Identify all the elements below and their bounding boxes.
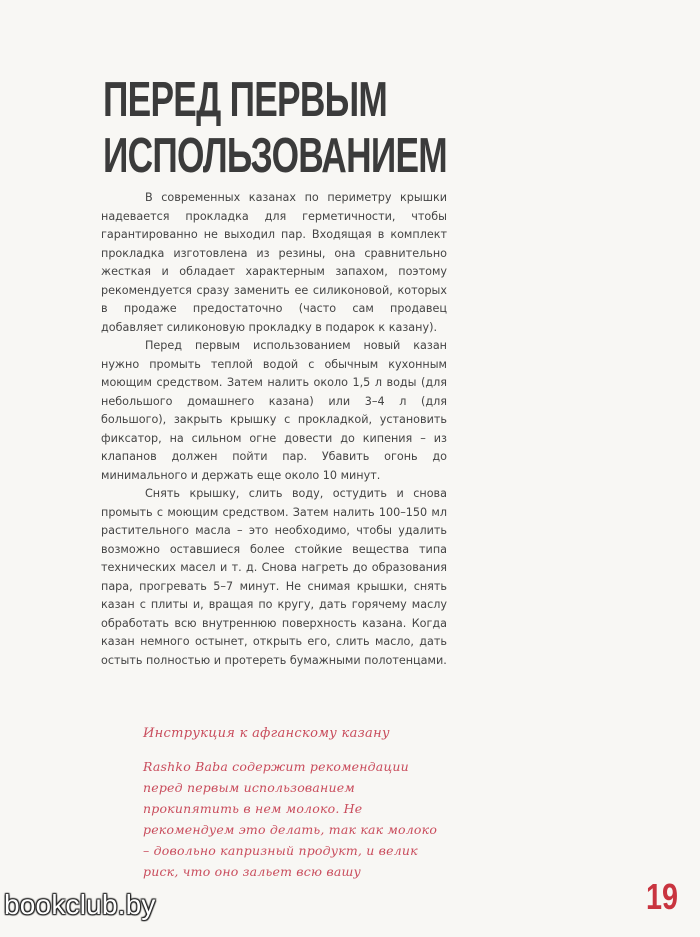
note-text: Rashko Baba содержит рекомендации перед первым использованием прокипятить в нем молоко. Не рекомендуем это делать, так как молоко – довольно капризный продукт, и велик риск, что оно зальет всю вашу — [143, 759, 438, 879]
page-title — [103, 72, 447, 184]
body-text — [101, 189, 447, 670]
paragraph-3: Снять крышку, слить воду, остудить и снова промыть с моющим средством. Затем налить 100–150 мл растительного масла – это необходимо, чтобы удалить возможно оставшиеся более стойкие вещества типа технических масел и т. д. Снова нагреть до образования пара, прогревать 5–7 минут. Не снимая крышки, снять казан с плиты и, вращая по кругу, дать горячему маслу обработать всю внутреннюю поверхность казана. Когда казан немного остынет, открыть его, слить масло, дать остыть полностью и протереть бумажными полотенцами. — [101, 487, 447, 667]
title-line-2: ИСПОЛЬЗОВАНИЕМ — [103, 129, 447, 183]
handwritten-note — [143, 724, 443, 882]
page-number: 19 — [645, 876, 678, 917]
watermark: bookclub.by — [4, 889, 156, 920]
paragraph-2: Перед первым использованием новый казан нужно промыть теплой водой с обычным кухонным моющим средством. Затем налить около 1,5 л воды (для небольшого домашнего казана) или 3–4 л (для большого), закрыть крышку с прокладкой, установить фиксатор, на сильном огне довести до кипения – из клапанов должен пойти пар. Убавить огонь до минимального и держать еще около 10 минут. — [101, 339, 447, 482]
title-line-1: ПЕРЕД ПЕРВЫМ — [103, 73, 388, 127]
note-title: Инструкция к афганскому казану — [143, 726, 390, 741]
paragraph-1: В современных казанах по периметру крышки надевается прокладка для герметичности, чтобы гарантированно не выходил пар. Входящая в комплект прокладка изготовлена из резины, она сравнительно жесткая и обладает характерным запахом, поэтому рекомендуется сразу заменить ее силиконовой, которых в продаже предостаточно (часто сам продавец добавляет силиконовую прокладку в подарок к казану). — [101, 191, 447, 334]
